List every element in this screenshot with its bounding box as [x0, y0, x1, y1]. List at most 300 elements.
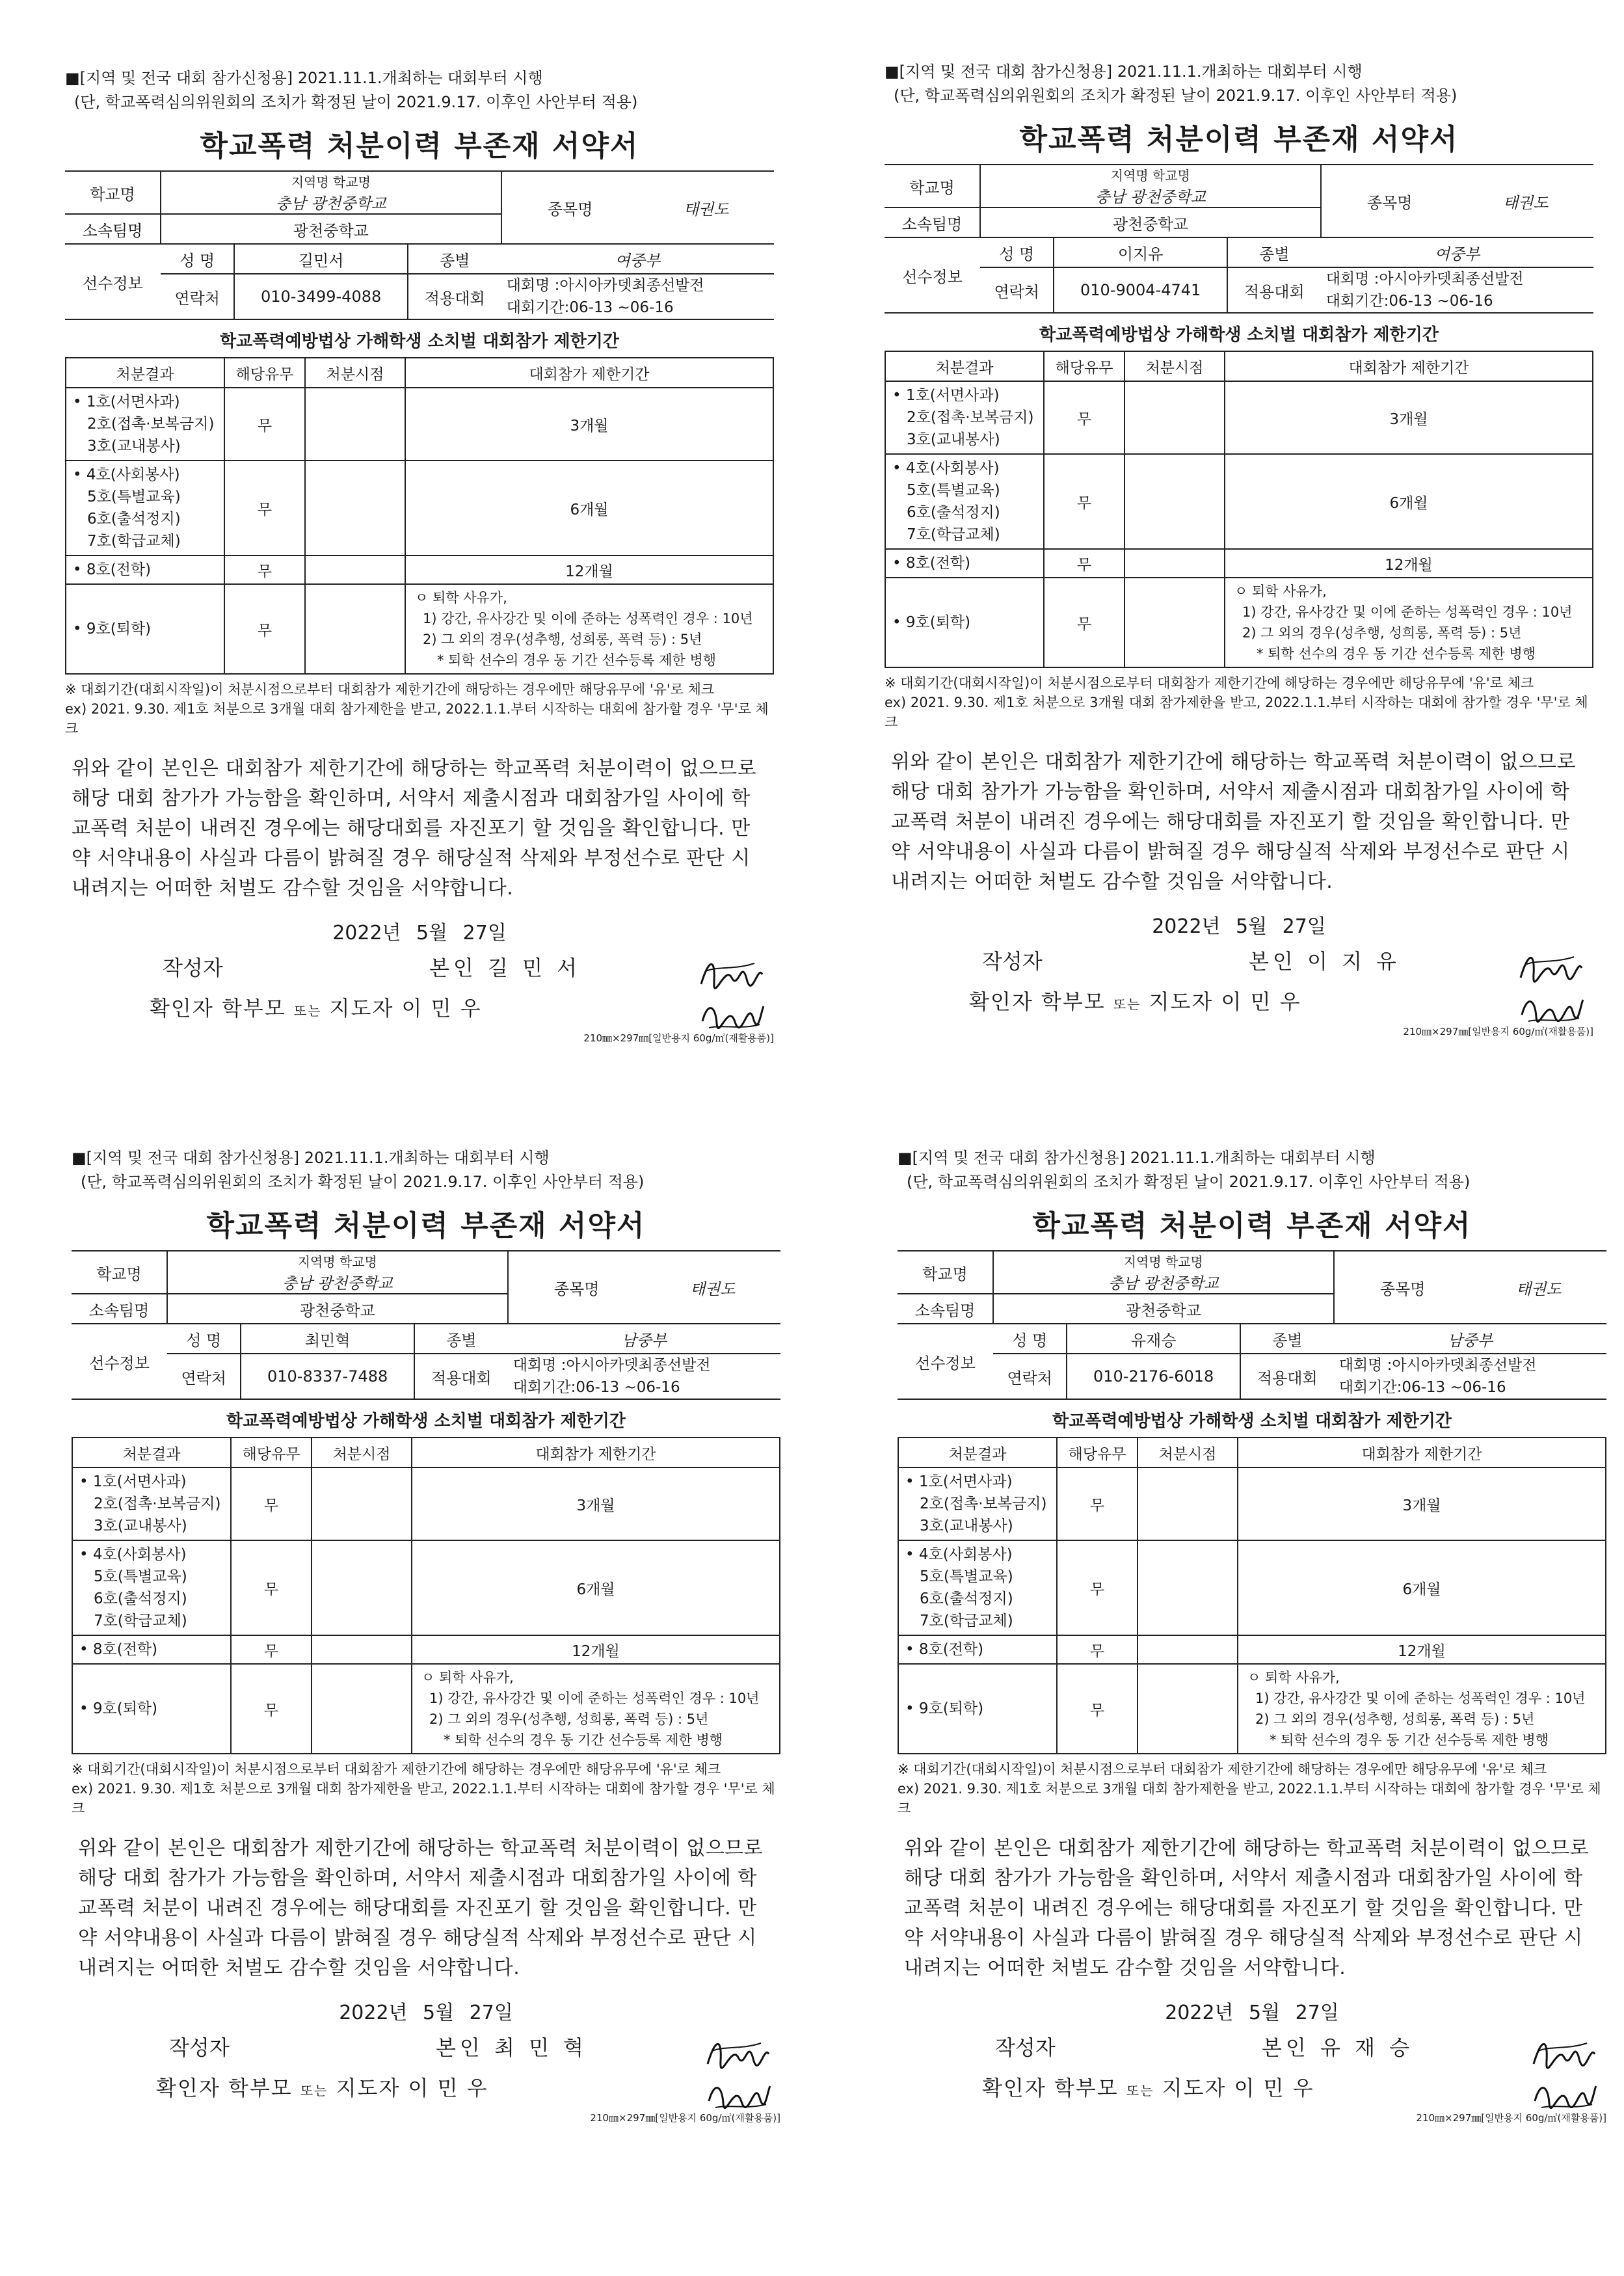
result-line: 7호(학급교체) [920, 1613, 1013, 1629]
applicable-cell: 무 [1057, 1635, 1138, 1664]
name-label: 성 명 [980, 237, 1054, 267]
confirmer-row [885, 985, 1593, 1022]
school-label: 학교명 [72, 1251, 167, 1294]
time-cell [1138, 1664, 1238, 1754]
confirmer-label: 확인자 학부모 [969, 989, 1106, 1014]
paper-spec: 210㎜×297㎜[일반용지 60g/㎡(재활용품)] [1416, 2112, 1606, 2124]
discipline-table [65, 357, 774, 675]
header-subnotice: (단, 학교폭력심의위원회의 조치가 확정된 날이 2021.9.17. 이후인 사안부터 적용) [81, 1173, 645, 1191]
footnote [885, 673, 1593, 732]
meet-cell [508, 1354, 780, 1399]
header-result: 처분결과 [72, 1438, 231, 1467]
result-cell: • 9호(퇴학) [885, 578, 1044, 667]
school-name: 충남 광천중학교 [1108, 1274, 1219, 1292]
result-line: 2호(접촉·보복금지) [907, 409, 1034, 426]
table-row [898, 1467, 1606, 1540]
result-cell [72, 1540, 231, 1635]
time-cell [1125, 549, 1225, 578]
confirmer-signature [1515, 985, 1587, 1031]
limit-cell: 12개월 [1238, 1635, 1606, 1664]
meet-label: 적용대회 [408, 274, 501, 319]
applicable-cell: 무 [224, 584, 305, 674]
header-time: 처분시점 [1138, 1438, 1238, 1467]
writer-row [65, 952, 774, 988]
note-line: 2) 그 외의 경우(성추행, 성희롱, 폭력 등) : 5년 [1242, 625, 1522, 641]
writer-label: 작성자 [995, 2035, 1056, 2060]
confirmer-row [65, 992, 774, 1028]
header-result: 처분결과 [885, 351, 1044, 381]
discipline-table [898, 1437, 1606, 1754]
school-sub-label: 지역명 학교명 [297, 1254, 377, 1270]
result-line: • 4호(사회봉사) [892, 460, 1000, 477]
note-line: 1) 강간, 유사강간 및 이에 준하는 성폭력인 경우 : 10년 [429, 1691, 760, 1706]
header-notice: ■[지역 및 전국 대회 참가신청용] 2021.11.1.개최하는 대회부터 시행 [898, 1149, 1376, 1167]
applicable-cell: 무 [1044, 578, 1125, 667]
applicable-cell: 무 [1057, 1467, 1138, 1540]
coach-name: 지도자 이 민 우 [336, 2076, 488, 2100]
header-applicable: 해당유무 [1044, 351, 1125, 381]
limit-cell: 6개월 [1238, 1540, 1606, 1635]
player-name: 길민서 [234, 244, 407, 274]
time-cell [1125, 454, 1225, 549]
header-time: 처분시점 [312, 1438, 412, 1467]
contact-label: 연락처 [980, 267, 1054, 313]
event-name: 태권도 [1471, 1251, 1606, 1324]
footnote-example: ex) 2021. 9.30. 제1호 처분으로 3개월 대회 참가제한을 받고, 2022.1.1.부터 시작하는 대회에 참가할 경우 '무'로 체크 [72, 1781, 775, 1816]
note-line: ㅇ 퇴학 사유가, [421, 1670, 514, 1685]
meet-cell [1334, 1354, 1606, 1399]
limit-cell: 12개월 [405, 556, 773, 584]
player-label: 선수정보 [898, 1324, 993, 1399]
player-gender: 남중부 [508, 1324, 780, 1354]
result-line: 2호(접촉·보복금지) [920, 1495, 1047, 1512]
confirmer-row [898, 2072, 1606, 2108]
player-label: 선수정보 [885, 237, 980, 313]
result-line: • 1호(서면사과) [79, 1473, 187, 1490]
footnote-line: ※ 대회기간(대회시작일)이 처분시점으로부터 대회참가 제한기간에 해당하는 경우에만 해당유무에 '유'로 체크 [898, 1761, 1547, 1777]
form-title: 학교폭력 처분이력 부존재 서약서 [206, 1209, 646, 1242]
writer-label: 작성자 [982, 949, 1043, 974]
result-cell: • 9호(퇴학) [898, 1664, 1057, 1754]
player-phone: 010-2176-6018 [1067, 1354, 1240, 1399]
meet-cell [1321, 267, 1593, 313]
note-line: 1) 강간, 유사강간 및 이에 준하는 성폭력인 경우 : 10년 [423, 611, 753, 626]
result-cell [72, 1467, 231, 1540]
table-row [66, 584, 773, 674]
table-row [66, 461, 773, 556]
result-line: 6호(출석정지) [87, 511, 181, 528]
pledge-text: 위와 같이 본인은 대회참가 제한기간에 해당하는 학교폭력 처분이력이 없으므로 해당 대회 참가가 가능함을 확인하며, 서약서 제출시점과 대회참가일 사이에 학교폭력 처분이 내려진 경우에는 해당대회를 자진포기 할 것임을 확인합니다. 만약 서약내용이 사실과 다름이 밝혀질 경우 해당실적 삭제와 부정선수로 판단 시 내려지는 어떠한 처벌도 감수할 것임을 서약합니다. [72, 757, 757, 900]
table-row [885, 454, 1593, 549]
limit-cell: 3개월 [1238, 1467, 1606, 1540]
school-label: 학교명 [898, 1251, 993, 1294]
note-line: ㅇ 퇴학 사유가, [1234, 583, 1327, 599]
result-line: • 8호(전학) [79, 1641, 158, 1658]
note-line: * 퇴학 선수의 경우 동 기간 선수등록 제한 병행 [444, 1732, 723, 1748]
result-line: 5호(특별교육) [94, 1568, 187, 1585]
team-label: 소속팀명 [898, 1294, 993, 1324]
event-name: 태권도 [645, 1251, 780, 1324]
form-title: 학교폭력 처분이력 부존재 서약서 [1019, 123, 1459, 156]
header-notice: ■[지역 및 전국 대회 참가신청용] 2021.11.1.개최하는 대회부터 시행 [885, 62, 1363, 81]
result-cell [66, 556, 224, 584]
result-line: 2호(접촉·보복금지) [94, 1495, 221, 1512]
time-cell [305, 461, 405, 556]
header-subnotice: (단, 학교폭력심의위원회의 조치가 확정된 날이 2021.9.17. 이후인 사안부터 적용) [74, 93, 638, 111]
team-name: 광천중학교 [167, 1294, 508, 1324]
time-cell [1125, 578, 1225, 667]
meet-period: 대회기간:06-13 ~06-16 [1338, 1379, 1506, 1396]
time-cell [312, 1664, 412, 1754]
time-cell [312, 1467, 412, 1540]
note-line: 1) 강간, 유사강간 및 이에 준하는 성폭력인 경우 : 10년 [1242, 604, 1573, 620]
result-cell [898, 1540, 1057, 1635]
meet-label: 적용대회 [1227, 267, 1321, 313]
limit-cell: 3개월 [405, 388, 773, 461]
school-cell [993, 1251, 1334, 1294]
school-name: 충남 광천중학교 [1095, 188, 1206, 206]
result-line: 3호(교내봉사) [907, 431, 1000, 448]
name-label: 성 명 [161, 244, 234, 274]
note-line: 1) 강간, 유사강간 및 이에 준하는 성폭력인 경우 : 10년 [1255, 1691, 1586, 1706]
result-line: • 1호(서면사과) [73, 394, 180, 410]
writer-signature [1528, 2031, 1600, 2077]
applicable-cell: 무 [1044, 454, 1125, 549]
discipline-table [885, 351, 1593, 668]
result-line: 3호(교내봉사) [920, 1518, 1013, 1534]
paper-spec: 210㎜×297㎜[일반용지 60g/㎡(재활용품)] [1403, 1026, 1593, 1038]
form-title: 학교폭력 처분이력 부존재 서약서 [1032, 1209, 1472, 1242]
team-name: 광천중학교 [980, 208, 1321, 237]
player-phone: 010-9004-4741 [1054, 267, 1227, 313]
school-label: 학교명 [65, 171, 161, 214]
or-label: 또는 [293, 1003, 322, 1019]
header-applicable: 해당유무 [224, 358, 305, 388]
header-result: 처분결과 [898, 1438, 1057, 1467]
applicable-cell: 무 [1057, 1664, 1138, 1754]
table-row [898, 1664, 1606, 1754]
result-line: 7호(학급교체) [94, 1613, 187, 1629]
table-row [66, 388, 773, 461]
pledge-date: 2022년 5월 27일 [1165, 2002, 1339, 2024]
time-cell [1138, 1635, 1238, 1664]
applicable-cell: 무 [231, 1467, 312, 1540]
result-cell: • 9호(퇴학) [72, 1664, 231, 1754]
table-row [72, 1635, 780, 1664]
writer-signature [702, 2031, 774, 2077]
pledge-form [898, 1145, 1606, 2160]
meet-period: 대회기간:06-13 ~06-16 [506, 299, 674, 316]
result-line: 2호(접촉·보복금지) [87, 416, 215, 433]
limit-cell: 6개월 [405, 461, 773, 556]
school-name: 충남 광천중학교 [282, 1274, 393, 1292]
confirmer-row [72, 2072, 780, 2108]
gender-label: 종별 [1240, 1324, 1334, 1354]
or-label: 또는 [300, 2083, 328, 2098]
applicable-cell: 무 [231, 1540, 312, 1635]
team-label: 소속팀명 [65, 214, 161, 244]
pledge-form [72, 1145, 780, 2160]
table-row [885, 381, 1593, 454]
result-line: 6호(출석정지) [920, 1590, 1013, 1607]
footnote-line: ※ 대회기간(대회시작일)이 처분시점으로부터 대회참가 제한기간에 해당하는 경우에만 해당유무에 '유'로 체크 [72, 1761, 721, 1777]
confirmer-label: 확인자 학부모 [150, 996, 286, 1021]
player-name: 이지유 [1054, 237, 1227, 267]
discipline-table [72, 1437, 780, 1754]
result-cell [72, 1635, 231, 1664]
result-line: 5호(특별교육) [87, 489, 181, 505]
gender-label: 종별 [414, 1324, 508, 1354]
team-name: 광천중학교 [161, 214, 501, 244]
meet-period: 대회기간:06-13 ~06-16 [512, 1379, 680, 1396]
paper-spec: 210㎜×297㎜[일반용지 60g/㎡(재활용품)] [583, 1032, 774, 1044]
time-cell [1138, 1540, 1238, 1635]
writer-label: 작성자 [163, 956, 223, 980]
result-line: 7호(학급교체) [87, 533, 181, 550]
result-line: 7호(학급교체) [907, 526, 1000, 543]
player-gender: 여중부 [501, 244, 774, 274]
footnote-line: ※ 대회기간(대회시작일)이 처분시점으로부터 대회참가 제한기간에 해당하는 경우에만 해당유무에 '유'로 체크 [65, 682, 715, 697]
player-label: 선수정보 [72, 1324, 167, 1399]
note-line: * 퇴학 선수의 경우 동 기간 선수등록 제한 병행 [1270, 1732, 1549, 1748]
header-time: 처분시점 [305, 358, 405, 388]
school-cell [167, 1251, 508, 1294]
event-label: 종목명 [1321, 165, 1458, 237]
header-applicable: 해당유무 [1057, 1438, 1138, 1467]
header-limit: 대회참가 제한기간 [1225, 351, 1593, 381]
contact-label: 연락처 [167, 1354, 241, 1399]
applicable-cell: 무 [224, 556, 305, 584]
header-subnotice: (단, 학교폭력심의위원회의 조치가 확정된 날이 2021.9.17. 이후인 사안부터 적용) [894, 87, 1458, 105]
gender-label: 종별 [408, 244, 501, 274]
limit-caption: 학교폭력예방법상 가해학생 소치벌 대회참가 제한기간 [226, 1412, 626, 1431]
limit-caption: 학교폭력예방법상 가해학생 소치벌 대회참가 제한기간 [1039, 325, 1439, 345]
result-line: • 1호(서면사과) [892, 387, 1000, 404]
pledge-date: 2022년 5월 27일 [1152, 915, 1326, 938]
time-cell [1125, 381, 1225, 454]
event-name: 태권도 [639, 171, 774, 244]
time-cell [1138, 1467, 1238, 1540]
result-line: 6호(출석정지) [94, 1590, 187, 1607]
result-line: 5호(특별교육) [907, 482, 1000, 499]
result-cell [885, 454, 1044, 549]
confirmer-signature [702, 2072, 774, 2117]
table-row [885, 578, 1593, 667]
result-cell [898, 1635, 1057, 1664]
result-line: • 4호(사회봉사) [79, 1546, 187, 1563]
team-label: 소속팀명 [885, 208, 980, 237]
or-label: 또는 [1113, 997, 1141, 1012]
player-label: 선수정보 [65, 244, 161, 319]
confirmer-signature [1528, 2072, 1600, 2117]
player-phone: 010-3499-4088 [234, 274, 407, 319]
pledge-text: 위와 같이 본인은 대회참가 제한기간에 해당하는 학교폭력 처분이력이 없으므로 해당 대회 참가가 가능함을 확인하며, 서약서 제출시점과 대회참가일 사이에 학교폭력 처분이 내려진 경우에는 해당대회를 자진포기 할 것임을 확인합니다. 만약 서약내용이 사실과 다름이 밝혀질 경우 해당실적 삭제와 부정선수로 판단 시 내려지는 어떠한 처벌도 감수할 것임을 서약합니다. [78, 1837, 764, 1979]
result-line: 5호(특별교육) [920, 1568, 1013, 1585]
result-line: 3호(교내봉사) [87, 438, 181, 455]
writer-name: 본인 최 민 혁 [436, 2035, 588, 2060]
time-cell [305, 388, 405, 461]
pledge-form [885, 59, 1593, 1073]
confirmer-text [156, 2072, 488, 2102]
contact-label: 연락처 [993, 1354, 1067, 1399]
header-limit: 대회참가 제한기간 [412, 1438, 780, 1467]
result-cell [898, 1467, 1057, 1540]
player-name: 유재승 [1067, 1324, 1240, 1354]
header-time: 처분시점 [1125, 351, 1225, 381]
table-row [72, 1467, 780, 1540]
applicable-cell: 무 [1044, 549, 1125, 578]
pledge-text: 위와 같이 본인은 대회참가 제한기간에 해당하는 학교폭력 처분이력이 없으므로 해당 대회 참가가 가능함을 확인하며, 서약서 제출시점과 대회참가일 사이에 학교폭력 처분이 내려진 경우에는 해당대회를 자진포기 할 것임을 확인합니다. 만약 서약내용이 사실과 다름이 밝혀질 경우 해당실적 삭제와 부정선수로 판단 시 내려지는 어떠한 처벌도 감수할 것임을 서약합니다. [904, 1837, 1590, 1979]
limit-caption: 학교폭력예방법상 가해학생 소치벌 대회참가 제한기간 [220, 332, 619, 351]
limit-cell: 3개월 [1225, 381, 1593, 454]
pledge-date: 2022년 5월 27일 [332, 922, 507, 944]
result-line: • 1호(서면사과) [905, 1473, 1013, 1490]
school-cell [980, 165, 1321, 208]
result-line: • 4호(사회봉사) [73, 466, 180, 483]
meet-name: 대회명 :아시아카뎃최종선발전 [506, 277, 704, 294]
info-table [898, 1250, 1606, 1400]
table-row [885, 549, 1593, 578]
footnote [65, 680, 774, 738]
event-name: 태권도 [1458, 165, 1593, 237]
note-line: * 퇴학 선수의 경우 동 기간 선수등록 제한 병행 [437, 652, 717, 668]
applicable-cell: 무 [231, 1664, 312, 1754]
school-sub-label: 지역명 학교명 [1110, 168, 1190, 183]
applicable-cell: 무 [1057, 1540, 1138, 1635]
coach-name: 지도자 이 민 우 [329, 996, 482, 1021]
school-sub-label: 지역명 학교명 [291, 174, 371, 190]
time-cell [305, 556, 405, 584]
confirmer-text [969, 985, 1301, 1015]
school-sub-label: 지역명 학교명 [1123, 1254, 1203, 1270]
header-limit: 대회참가 제한기간 [1238, 1438, 1606, 1467]
name-label: 성 명 [167, 1324, 241, 1354]
result-line: 6호(출석정지) [907, 504, 1000, 521]
header-notice: ■[지역 및 전국 대회 참가신청용] 2021.11.1.개최하는 대회부터 시행 [65, 69, 543, 87]
meet-name: 대회명 :아시아카뎃최종선발전 [1325, 271, 1524, 288]
school-cell [161, 171, 501, 214]
writer-signature [696, 952, 767, 997]
result-line: • 8호(전학) [892, 555, 971, 572]
header-limit: 대회참가 제한기간 [405, 358, 773, 388]
expulsion-note [1225, 578, 1593, 667]
table-row [66, 556, 773, 584]
team-label: 소속팀명 [72, 1294, 167, 1324]
header-result: 처분결과 [66, 358, 224, 388]
footnote-example: ex) 2021. 9.30. 제1호 처분으로 3개월 대회 참가제한을 받고, 2022.1.1.부터 시작하는 대회에 참가할 경우 '무'로 체크 [898, 1781, 1601, 1816]
contact-label: 연락처 [161, 274, 234, 319]
confirmer-text [982, 2072, 1314, 2102]
result-cell: • 9호(퇴학) [66, 584, 224, 674]
time-cell [312, 1540, 412, 1635]
limit-cell: 12개월 [412, 1635, 780, 1664]
meet-name: 대회명 :아시아카뎃최종선발전 [1338, 1357, 1537, 1374]
header-applicable: 해당유무 [231, 1438, 312, 1467]
pledge-text: 위와 같이 본인은 대회참가 제한기간에 해당하는 학교폭력 처분이력이 없으므로 해당 대회 참가가 가능함을 확인하며, 서약서 제출시점과 대회참가일 사이에 학교폭력 처분이 내려진 경우에는 해당대회를 자진포기 할 것임을 확인합니다. 만약 서약내용이 사실과 다름이 밝혀질 경우 해당실적 삭제와 부정선수로 판단 시 내려지는 어떠한 처벌도 감수할 것임을 서약합니다. [891, 751, 1577, 893]
player-phone: 010-8337-7488 [241, 1354, 414, 1399]
result-line: • 8호(전학) [73, 561, 152, 578]
name-label: 성 명 [993, 1324, 1067, 1354]
note-line: 2) 그 외의 경우(성추행, 성희롱, 폭력 등) : 5년 [423, 632, 702, 647]
meet-cell [501, 274, 774, 319]
info-table [72, 1250, 780, 1400]
table-row [72, 1540, 780, 1635]
player-name: 최민혁 [241, 1324, 414, 1354]
note-line: ㅇ 퇴학 사유가, [1247, 1670, 1340, 1685]
writer-signature [1515, 945, 1587, 991]
meet-period: 대회기간:06-13 ~06-16 [1325, 293, 1493, 310]
info-table [65, 170, 774, 320]
form-title: 학교폭력 처분이력 부존재 서약서 [200, 129, 639, 163]
applicable-cell: 무 [231, 1635, 312, 1664]
limit-caption: 학교폭력예방법상 가해학생 소치벌 대회참가 제한기간 [1052, 1412, 1452, 1431]
writer-row [898, 2031, 1606, 2068]
player-gender: 여중부 [1321, 237, 1593, 267]
limit-cell: 6개월 [1225, 454, 1593, 549]
footnote-example: ex) 2021. 9.30. 제1호 처분으로 3개월 대회 참가제한을 받고, 2022.1.1.부터 시작하는 대회에 참가할 경우 '무'로 체크 [65, 701, 769, 736]
footnote-example: ex) 2021. 9.30. 제1호 처분으로 3개월 대회 참가제한을 받고, 2022.1.1.부터 시작하는 대회에 참가할 경우 '무'로 체크 [885, 695, 1588, 730]
note-line: 2) 그 외의 경우(성추행, 성희롱, 폭력 등) : 5년 [1255, 1711, 1535, 1727]
note-line: * 퇴학 선수의 경우 동 기간 선수등록 제한 병행 [1257, 646, 1536, 662]
footnote-line: ※ 대회기간(대회시작일)이 처분시점으로부터 대회참가 제한기간에 해당하는 경우에만 해당유무에 '유'로 체크 [885, 675, 1534, 691]
footnote [898, 1760, 1606, 1818]
limit-cell: 12개월 [1225, 549, 1593, 578]
coach-name: 지도자 이 민 우 [1162, 2076, 1314, 2100]
time-cell [312, 1635, 412, 1664]
applicable-cell: 무 [224, 388, 305, 461]
time-cell [305, 584, 405, 674]
event-label: 종목명 [501, 171, 639, 244]
event-label: 종목명 [508, 1251, 645, 1324]
result-line: 3호(교내봉사) [94, 1518, 187, 1534]
result-line: • 4호(사회봉사) [905, 1546, 1013, 1563]
note-line: 2) 그 외의 경우(성추행, 성희롱, 폭력 등) : 5년 [429, 1711, 709, 1727]
applicable-cell: 무 [1044, 381, 1125, 454]
writer-name: 본인 길 민 서 [429, 956, 581, 980]
paper-spec: 210㎜×297㎜[일반용지 60g/㎡(재활용품)] [590, 2112, 780, 2124]
meet-name: 대회명 :아시아카뎃최종선발전 [512, 1357, 711, 1374]
event-label: 종목명 [1334, 1251, 1471, 1324]
gender-label: 종별 [1227, 237, 1321, 267]
result-cell [66, 461, 224, 556]
confirmer-signature [696, 992, 767, 1038]
footnote [72, 1760, 780, 1818]
confirmer-text [150, 992, 482, 1022]
result-cell [885, 381, 1044, 454]
limit-cell: 6개월 [412, 1540, 780, 1635]
school-name: 충남 광천중학교 [275, 194, 386, 213]
writer-row [72, 2031, 780, 2068]
confirmer-label: 확인자 학부모 [982, 2076, 1119, 2100]
expulsion-note [1238, 1664, 1606, 1754]
pledge-form [65, 65, 774, 1080]
writer-name: 본인 이 지 유 [1249, 949, 1401, 974]
applicable-cell: 무 [224, 461, 305, 556]
header-notice: ■[지역 및 전국 대회 참가신청용] 2021.11.1.개최하는 대회부터 시행 [72, 1149, 550, 1167]
writer-label: 작성자 [169, 2035, 230, 2060]
team-name: 광천중학교 [993, 1294, 1334, 1324]
header-subnotice: (단, 학교폭력심의위원회의 조치가 확정된 날이 2021.9.17. 이후인 사안부터 적용) [907, 1173, 1471, 1191]
expulsion-note [405, 584, 773, 674]
expulsion-note [412, 1664, 780, 1754]
meet-label: 적용대회 [1240, 1354, 1334, 1399]
note-line: ㅇ 퇴학 사유가, [415, 590, 507, 606]
pledge-date: 2022년 5월 27일 [339, 2002, 513, 2024]
writer-name: 본인 유 재 승 [1262, 2035, 1414, 2060]
writer-row [885, 945, 1593, 982]
table-row [898, 1635, 1606, 1664]
confirmer-label: 확인자 학부모 [156, 2076, 293, 2100]
